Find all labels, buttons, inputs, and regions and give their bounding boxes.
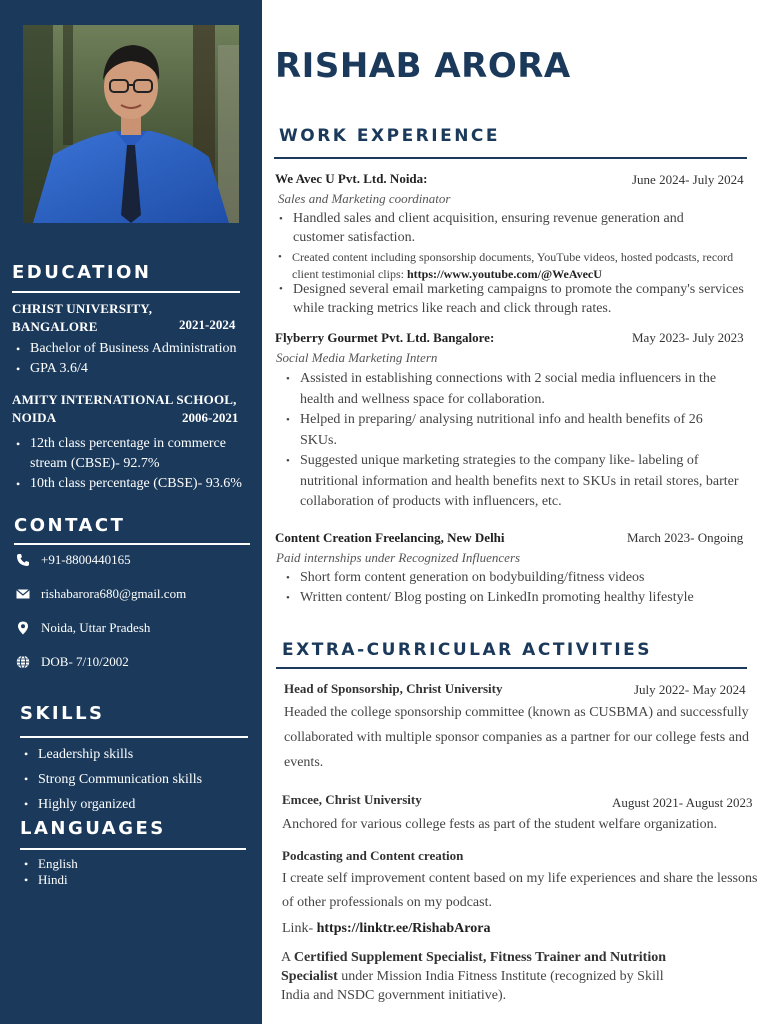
school-details <box>12 339 257 379</box>
list-item: • 10th class percentage (CBSE)- 93.6% <box>12 474 257 494</box>
skills-list <box>20 742 250 817</box>
youtube-link[interactable]: https://www.youtube.com/@WeAvecU <box>406 267 602 281</box>
activity-text: Anchored for various college fests as part of the student welfare organization. <box>282 817 718 832</box>
job-role: Paid internships under Recognized Influencers <box>276 550 521 565</box>
list-item: • Designed several email marketing campaigns to promote the company's services while tracking metrics like reach and click through rates. <box>276 280 746 318</box>
list-item <box>275 249 745 283</box>
mail-icon <box>16 587 30 601</box>
location-pin-icon <box>16 621 30 635</box>
bullet-text: Created content including sponsorship documents, YouTube videos, hosted podcasts, record client testimonial clips: <box>292 250 734 281</box>
school-details <box>12 434 257 494</box>
cert-title: Certified Supplement Specialist, Fitness Trainer and Nutrition Specialist <box>281 950 667 984</box>
school-years: 2006-2021 <box>182 410 239 425</box>
list-item: • Short form content generation on bodybuilding/fitness videos <box>283 568 703 588</box>
cert-rest: under Mission India Fitness Institute (recognized by Skill India and NSDC government initiative). <box>281 969 664 1003</box>
globe-icon <box>16 655 30 669</box>
languages-heading: LANGUAGES <box>20 818 166 839</box>
list-item: • Highly organized <box>20 792 250 817</box>
school-name-line: CHRIST UNIVERSITY, <box>12 301 153 316</box>
activity-text: Headed the college sponsorship committee (known as CUSBMA) and successfully collaborated with multiple sponsor companies as a partner for our college fests and events. <box>284 705 749 770</box>
list-item: • Bachelor of Business Administration <box>12 339 257 359</box>
location-text: Noida, Uttar Pradesh <box>41 620 151 635</box>
activity-dates: August 2021- August 2023 <box>612 795 753 810</box>
podcast-link-row <box>282 916 490 941</box>
cert-prefix: A <box>281 950 294 965</box>
dob-text: DOB- 7/10/2002 <box>41 654 129 669</box>
job-role: Sales and Marketing coordinator <box>278 191 451 206</box>
activity-title: Emcee, Christ University <box>282 792 422 807</box>
job-bullets <box>275 249 745 283</box>
job-company: We Avec U Pvt. Ltd. Noida: <box>275 171 428 186</box>
linktree-link[interactable]: https://linktr.ee/RishabArora <box>316 921 491 936</box>
school-name-line: NOIDA <box>12 410 57 425</box>
activities-heading: EXTRA-CURRICULAR ACTIVITIES <box>282 640 652 660</box>
skills-rule <box>20 736 248 738</box>
job-bullets <box>276 280 746 318</box>
job-bullets <box>276 210 726 247</box>
activity-title: Podcasting and Content creation <box>282 848 464 863</box>
job-dates: June 2024- July 2024 <box>632 172 744 187</box>
list-item: • Leadership skills <box>20 742 250 767</box>
activities-rule <box>276 667 747 669</box>
phone-text[interactable]: +91-8800440165 <box>41 552 131 567</box>
contact-email <box>16 585 186 603</box>
job-dates: March 2023- Ongoing <box>627 530 744 545</box>
person-name: RISHAB ARORA <box>275 46 571 86</box>
list-item: • Helped in preparing/ analysing nutritional info and health benefits of 26 SKUs. <box>283 410 743 451</box>
list-item: • GPA 3.6/4 <box>12 359 257 379</box>
email-text[interactable]: rishabarora680@gmail.com <box>41 586 187 601</box>
profile-photo <box>23 25 239 223</box>
list-item: • Written content/ Blog posting on LinkedIn promoting healthy lifestyle <box>283 588 703 608</box>
contact-phone <box>16 551 131 569</box>
phone-icon <box>16 553 30 567</box>
job-company: Flyberry Gourmet Pvt. Ltd. Bangalore: <box>275 330 495 345</box>
education-rule <box>12 291 240 293</box>
activity-title: Head of Sponsorship, Christ University <box>284 681 503 696</box>
activity-dates: July 2022- May 2024 <box>634 682 746 697</box>
list-item: • Handled sales and client acquisition, ensuring revenue generation and customer satisfaction. <box>276 210 726 247</box>
contact-rule <box>14 543 250 545</box>
list-item: • 12th class percentage in commerce stream (CBSE)- 92.7% <box>12 434 257 474</box>
skills-heading: SKILLS <box>20 703 105 724</box>
list-item: • Suggested unique marketing strategies to the company like- labeling of nutritional information and health benefits next to SKUs in retail stores, barter collaboration of products with influencers, etc. <box>283 451 743 513</box>
work-heading: WORK EXPERIENCE <box>279 126 501 146</box>
sidebar <box>0 0 262 1024</box>
job-company: Content Creation Freelancing, New Delhi <box>275 530 505 545</box>
activity-text: I create self improvement content based on my life experiences and share the lessons of other professionals on my podcast. <box>282 871 758 910</box>
job-bullets <box>283 568 703 608</box>
work-rule <box>274 157 747 159</box>
link-label: Link- <box>282 921 314 936</box>
contact-heading: CONTACT <box>14 515 126 536</box>
list-item: • English <box>20 856 250 872</box>
job-role: Social Media Marketing Intern <box>276 350 438 365</box>
languages-rule <box>20 848 246 850</box>
contact-location <box>16 619 150 637</box>
school-name-line: AMITY INTERNATIONAL SCHOOL, <box>12 392 237 407</box>
school-name-line: BANGALORE <box>12 319 98 334</box>
languages-list <box>20 856 250 888</box>
school-name <box>12 300 152 336</box>
list-item: • Strong Communication skills <box>20 767 250 792</box>
certification-text <box>281 948 681 1005</box>
job-bullets <box>283 369 743 513</box>
list-item: • Hindi <box>20 872 250 888</box>
list-item: • Assisted in establishing connections with 2 social media influencers in the health and wellness space for collaboration. <box>283 369 743 410</box>
education-heading: EDUCATION <box>12 262 152 283</box>
contact-dob <box>16 653 129 671</box>
job-dates: May 2023- July 2023 <box>632 330 744 345</box>
school-years: 2021-2024 <box>179 317 236 332</box>
